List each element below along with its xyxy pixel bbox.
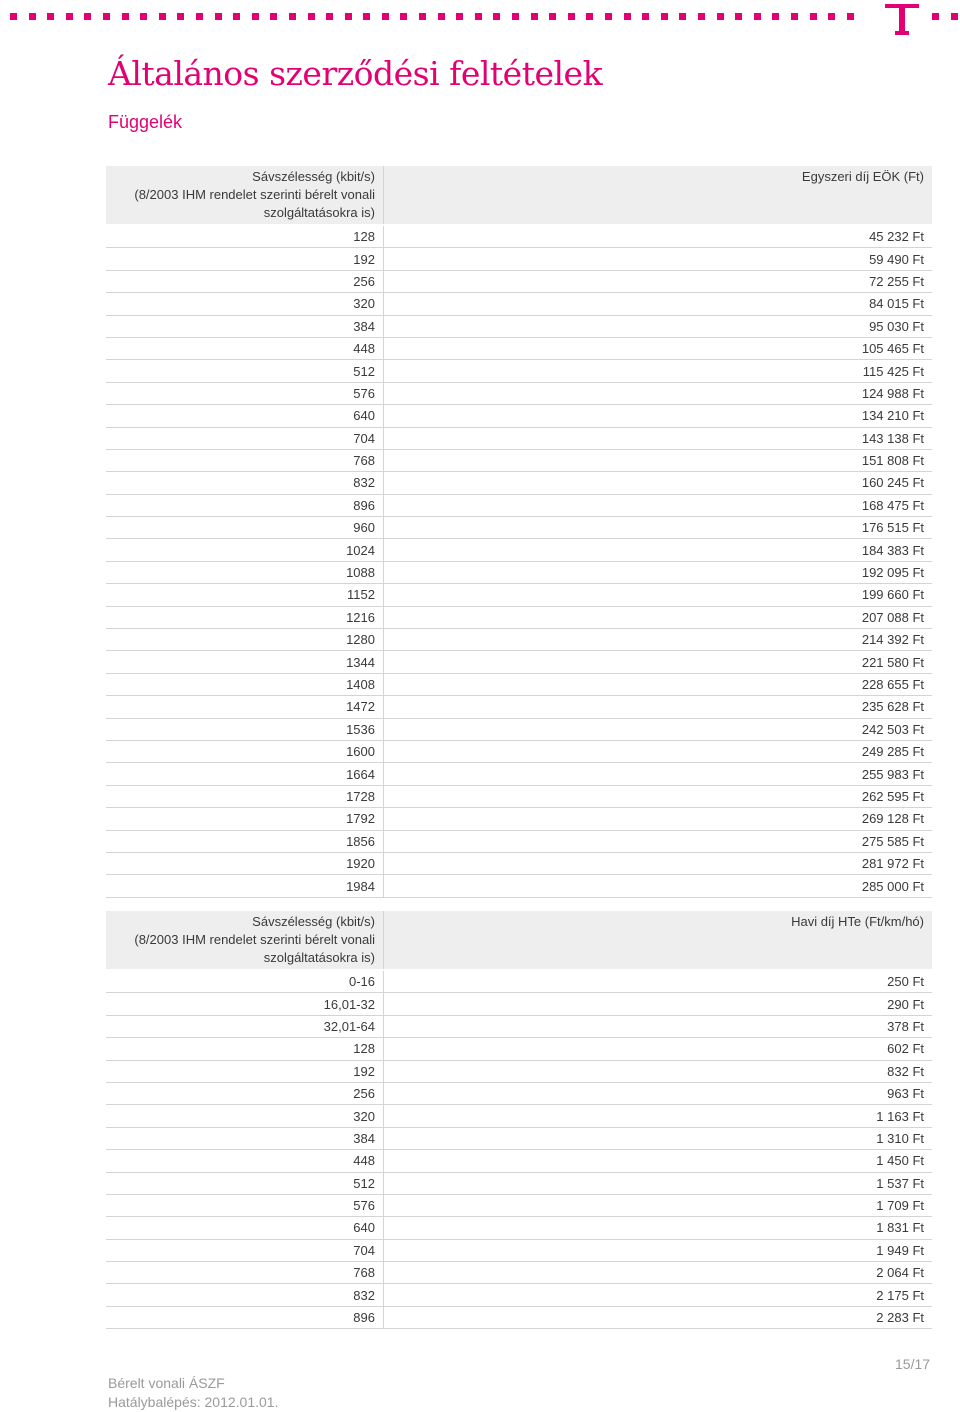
table-row (106, 1015, 932, 1037)
bandwidth-cell: 1664 (106, 763, 384, 785)
fee-cell: 963 Ft (384, 1082, 933, 1104)
fee-cell: 255 983 Ft (384, 763, 933, 785)
table-row (106, 740, 932, 762)
bandwidth-cell: 1920 (106, 852, 384, 874)
table-row (106, 584, 932, 606)
brand-dot (772, 13, 779, 20)
table-row (106, 673, 932, 695)
table-row (106, 1060, 932, 1082)
table-row (106, 1172, 932, 1194)
bandwidth-cell: 896 (106, 494, 384, 516)
fee-cell: 378 Ft (384, 1015, 933, 1037)
bandwidth-cell: 1792 (106, 808, 384, 830)
brand-dot (568, 13, 575, 20)
fee-cell: 199 660 Ft (384, 584, 933, 606)
bandwidth-cell: 1472 (106, 696, 384, 718)
fee-cell: 168 475 Ft (384, 494, 933, 516)
effective-date: Hatálybalépés: 2012.01.01. (108, 1394, 279, 1410)
table-row (106, 225, 932, 248)
table-row (106, 1217, 932, 1239)
fee-cell: 115 425 Ft (384, 360, 933, 382)
fee-cell: 1 450 Ft (384, 1150, 933, 1172)
brand-dot (10, 13, 17, 20)
bandwidth-cell: 768 (106, 449, 384, 471)
bandwidth-cell: 1344 (106, 651, 384, 673)
table-row (106, 1150, 932, 1172)
fee-column-header: Havi díj HTe (Ft/km/hó) (384, 911, 933, 970)
bandwidth-cell: 832 (106, 472, 384, 494)
bandwidth-cell: 1536 (106, 718, 384, 740)
table-row (106, 970, 932, 993)
telekom-t-logo-icon (882, 0, 922, 38)
brand-dot (233, 13, 240, 20)
table-row (106, 808, 932, 830)
brand-dot (951, 13, 958, 20)
bandwidth-cell: 448 (106, 337, 384, 359)
brand-dot (326, 13, 333, 20)
fee-cell: 176 515 Ft (384, 517, 933, 539)
table-row (106, 696, 932, 718)
brand-dot (363, 13, 370, 20)
table-row (106, 248, 932, 270)
brand-dot (456, 13, 463, 20)
one-time-fee-table (106, 166, 932, 898)
fee-cell: 285 000 Ft (384, 875, 933, 897)
monthly-fee-table (106, 911, 932, 1329)
table-row (106, 1194, 932, 1216)
brand-dot (679, 13, 686, 20)
bandwidth-cell: 320 (106, 1105, 384, 1127)
brand-dot (47, 13, 54, 20)
fee-cell: 228 655 Ft (384, 673, 933, 695)
table-row (106, 1306, 932, 1328)
bandwidth-cell: 512 (106, 360, 384, 382)
fee-cell: 95 030 Ft (384, 315, 933, 337)
fee-cell: 1 163 Ft (384, 1105, 933, 1127)
table-row (106, 785, 932, 807)
table-row (106, 1284, 932, 1306)
brand-dot (159, 13, 166, 20)
brand-dot (932, 13, 939, 20)
fee-cell: 160 245 Ft (384, 472, 933, 494)
bandwidth-cell: 576 (106, 1194, 384, 1216)
bandwidth-cell: 512 (106, 1172, 384, 1194)
table-row (106, 651, 932, 673)
table-row (106, 427, 932, 449)
fee-cell: 250 Ft (384, 970, 933, 993)
table-row (106, 1082, 932, 1104)
table-row (106, 472, 932, 494)
brand-dot (270, 13, 277, 20)
fee-cell: 249 285 Ft (384, 740, 933, 762)
bandwidth-cell: 960 (106, 517, 384, 539)
bandwidth-cell: 1280 (106, 629, 384, 651)
table-row (106, 539, 932, 561)
fee-cell: 192 095 Ft (384, 561, 933, 583)
fee-cell: 207 088 Ft (384, 606, 933, 628)
table-row (106, 763, 932, 785)
fee-cell: 45 232 Ft (384, 225, 933, 248)
brand-dot (624, 13, 631, 20)
table-row (106, 1127, 932, 1149)
table-row (106, 606, 932, 628)
table-row (106, 852, 932, 874)
fee-cell: 1 831 Ft (384, 1217, 933, 1239)
fee-cell: 2 283 Ft (384, 1306, 933, 1328)
brand-dot (103, 13, 110, 20)
brand-dot (66, 13, 73, 20)
fee-cell: 290 Ft (384, 993, 933, 1015)
fee-cell: 143 138 Ft (384, 427, 933, 449)
table-row (106, 360, 932, 382)
bandwidth-cell: 384 (106, 1127, 384, 1149)
table-row (106, 382, 932, 404)
brand-dot (177, 13, 184, 20)
fee-cell: 124 988 Ft (384, 382, 933, 404)
brand-dot (698, 13, 705, 20)
table-row (106, 1262, 932, 1284)
bandwidth-cell: 1856 (106, 830, 384, 852)
brand-dot (400, 13, 407, 20)
table-row (106, 830, 932, 852)
table-row (106, 1105, 932, 1127)
brand-dot (122, 13, 129, 20)
bandwidth-cell: 128 (106, 1038, 384, 1060)
brand-dot (717, 13, 724, 20)
brand-dot (140, 13, 147, 20)
bandwidth-cell: 128 (106, 225, 384, 248)
brand-dot (512, 13, 519, 20)
page-subtitle: Függelék (108, 112, 183, 132)
fee-cell: 235 628 Ft (384, 696, 933, 718)
fee-cell: 281 972 Ft (384, 852, 933, 874)
bandwidth-cell: 1408 (106, 673, 384, 695)
table-row (106, 449, 932, 471)
fee-cell: 1 949 Ft (384, 1239, 933, 1261)
bandwidth-cell: 1728 (106, 785, 384, 807)
table-row (106, 718, 932, 740)
table-row (106, 293, 932, 315)
brand-dot (735, 13, 742, 20)
table-row (106, 1038, 932, 1060)
brand-dot-row (10, 13, 854, 20)
brand-dot (84, 13, 91, 20)
brand-dot-row-right (932, 13, 958, 20)
brand-dot (475, 13, 482, 20)
brand-dot (419, 13, 426, 20)
footer (108, 1374, 278, 1412)
bandwidth-cell: 1600 (106, 740, 384, 762)
table-row (106, 875, 932, 897)
page-number: 15/17 (895, 1356, 931, 1372)
brand-dot (493, 13, 500, 20)
brand-dot (586, 13, 593, 20)
brand-dot (382, 13, 389, 20)
bandwidth-cell: 256 (106, 1082, 384, 1104)
table-row (106, 270, 932, 292)
bandwidth-cell: 832 (106, 1284, 384, 1306)
fee-cell: 2 175 Ft (384, 1284, 933, 1306)
table-row (106, 517, 932, 539)
bandwidth-cell: 448 (106, 1150, 384, 1172)
bandwidth-cell: 16,01-32 (106, 993, 384, 1015)
bandwidth-cell: 32,01-64 (106, 1015, 384, 1037)
table-row (106, 561, 932, 583)
brand-dot (308, 13, 315, 20)
table-row (106, 629, 932, 651)
fee-cell: 275 585 Ft (384, 830, 933, 852)
table-row (106, 1239, 932, 1261)
fee-cell: 214 392 Ft (384, 629, 933, 651)
table-row (106, 405, 932, 427)
brand-dot (605, 13, 612, 20)
brand-dot (345, 13, 352, 20)
bandwidth-cell: 192 (106, 248, 384, 270)
bandwidth-cell: 1088 (106, 561, 384, 583)
brand-dot (29, 13, 36, 20)
bandwidth-cell: 0-16 (106, 970, 384, 993)
fee-cell: 151 808 Ft (384, 449, 933, 471)
fee-column-header: Egyszeri díj EÖK (Ft) (384, 166, 933, 225)
brand-dot (196, 13, 203, 20)
brand-dot (215, 13, 222, 20)
bandwidth-cell: 1024 (106, 539, 384, 561)
fee-cell: 134 210 Ft (384, 405, 933, 427)
bandwidth-cell: 576 (106, 382, 384, 404)
bandwidth-column-header: Sávszélesség (kbit/s) (8/2003 IHM rendelet szerinti bérelt vonali szolgáltatásokra is) (106, 911, 384, 970)
brand-dot (438, 13, 445, 20)
brand-dot (289, 13, 296, 20)
bandwidth-cell: 320 (106, 293, 384, 315)
fee-cell: 72 255 Ft (384, 270, 933, 292)
table-header-row (106, 166, 932, 225)
brand-dot (847, 13, 854, 20)
bandwidth-cell: 1216 (106, 606, 384, 628)
bandwidth-cell: 640 (106, 405, 384, 427)
fee-cell: 1 310 Ft (384, 1127, 933, 1149)
fee-cell: 832 Ft (384, 1060, 933, 1082)
brand-dot (828, 13, 835, 20)
fee-cell: 262 595 Ft (384, 785, 933, 807)
bandwidth-column-header: Sávszélesség (kbit/s) (8/2003 IHM rendelet szerinti bérelt vonali szolgáltatásokra is) (106, 166, 384, 225)
brand-dot (754, 13, 761, 20)
bandwidth-cell: 896 (106, 1306, 384, 1328)
fee-cell: 1 537 Ft (384, 1172, 933, 1194)
bandwidth-cell: 704 (106, 427, 384, 449)
brand-dot (642, 13, 649, 20)
bandwidth-cell: 640 (106, 1217, 384, 1239)
bandwidth-cell: 384 (106, 315, 384, 337)
fee-cell: 269 128 Ft (384, 808, 933, 830)
brand-dot (661, 13, 668, 20)
table-row (106, 993, 932, 1015)
bandwidth-cell: 704 (106, 1239, 384, 1261)
table-row (106, 315, 932, 337)
fee-cell: 602 Ft (384, 1038, 933, 1060)
table-header-row (106, 911, 932, 970)
table-row (106, 494, 932, 516)
fee-cell: 184 383 Ft (384, 539, 933, 561)
brand-dot (252, 13, 259, 20)
fee-cell: 84 015 Ft (384, 293, 933, 315)
fee-cell: 2 064 Ft (384, 1262, 933, 1284)
bandwidth-cell: 1152 (106, 584, 384, 606)
page-title: Általános szerződési feltételek (108, 54, 603, 93)
brand-dot (549, 13, 556, 20)
bandwidth-cell: 192 (106, 1060, 384, 1082)
fee-cell: 242 503 Ft (384, 718, 933, 740)
brand-dot (791, 13, 798, 20)
bandwidth-cell: 256 (106, 270, 384, 292)
fee-cell: 105 465 Ft (384, 337, 933, 359)
bandwidth-cell: 1984 (106, 875, 384, 897)
fee-cell: 221 580 Ft (384, 651, 933, 673)
fee-cell: 1 709 Ft (384, 1194, 933, 1216)
table-row (106, 337, 932, 359)
brand-dot (531, 13, 538, 20)
brand-dot (810, 13, 817, 20)
document-name: Bérelt vonali ÁSZF (108, 1375, 225, 1391)
fee-cell: 59 490 Ft (384, 248, 933, 270)
bandwidth-cell: 768 (106, 1262, 384, 1284)
